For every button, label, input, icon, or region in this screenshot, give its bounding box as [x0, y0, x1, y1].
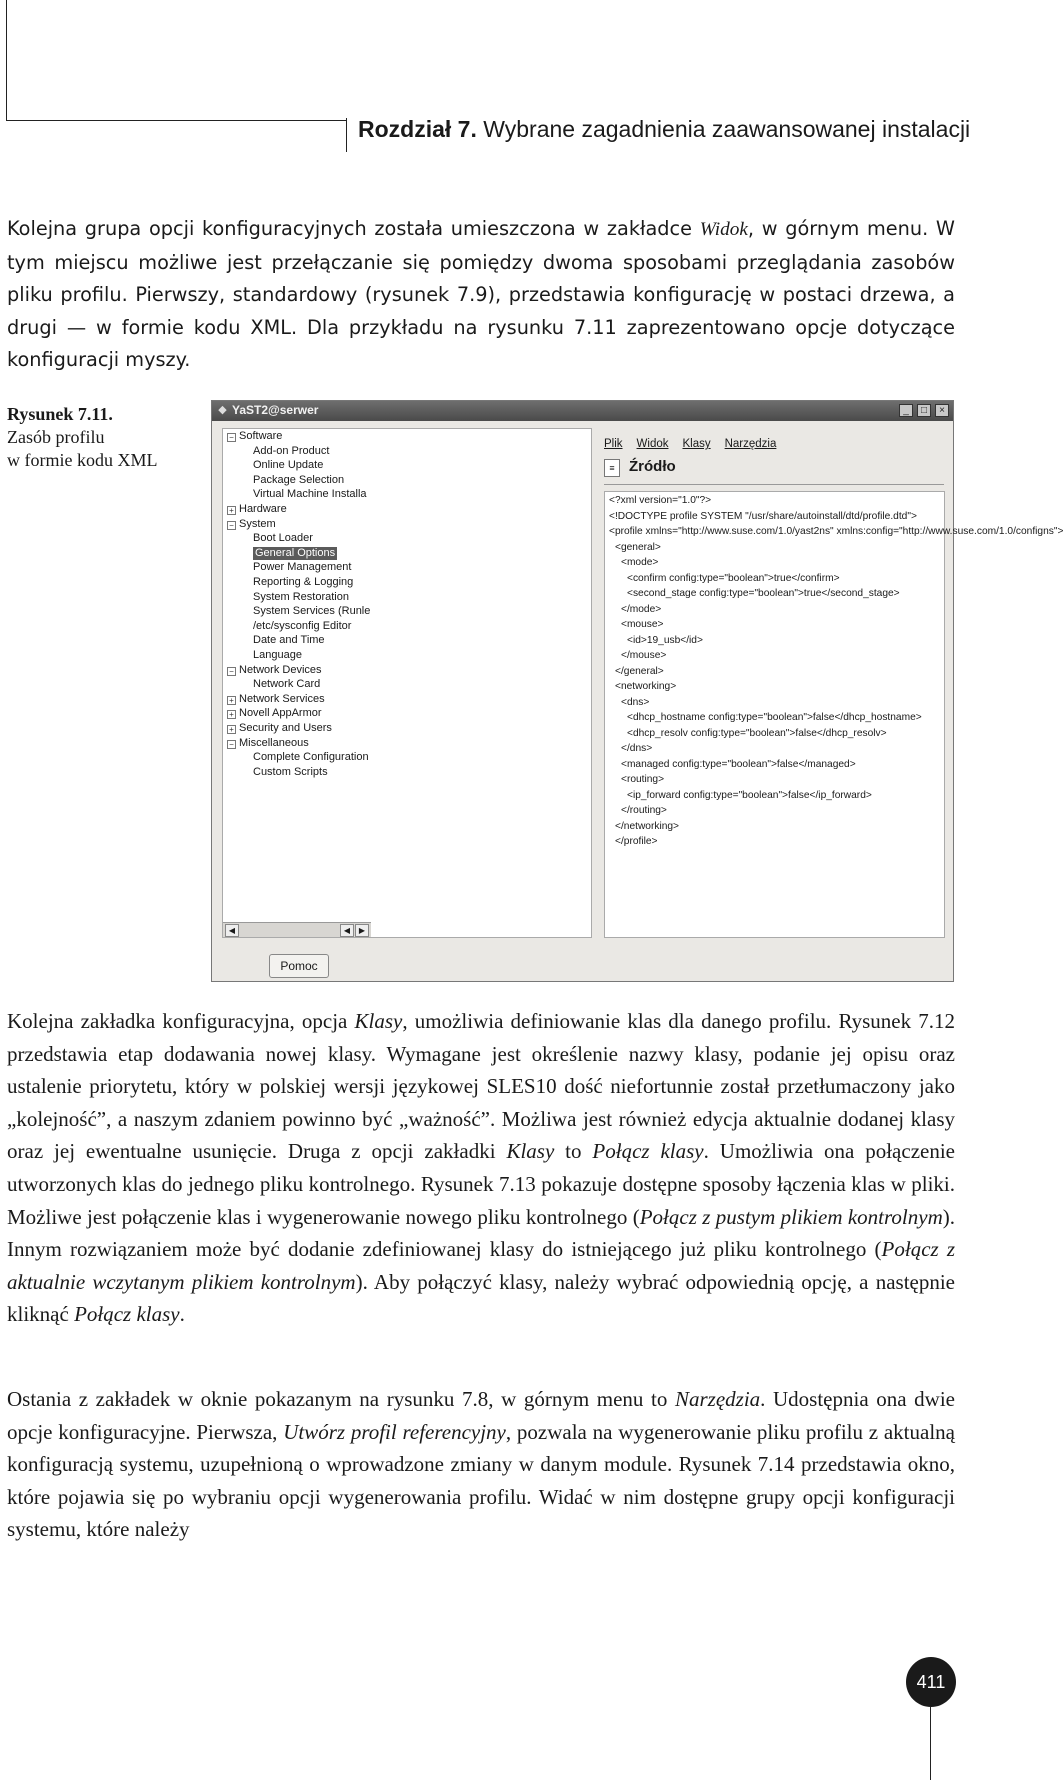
xml-line: </routing> [621, 805, 667, 816]
menu-bar [604, 434, 790, 448]
app-icon: ◆ [218, 404, 227, 416]
header-divider [346, 118, 347, 152]
figure-number: Rysunek 7.11. [7, 404, 113, 424]
tree-item[interactable]: Power Management [253, 561, 352, 574]
para3-text: , pozwala na wygenerowanie pliku profilu z aktualną konfiguracją systemu, uzupełnioną o wprowadzone zmiany w danym module. Rysunek 7.14 przedstawia okno, które pojawia się po wybraniu opcji wygenerowania profilu. Widać w nim dostępne grupy opcji konfiguracji systemu, które należy [7, 1419, 955, 1542]
page-number: 411 [906, 1657, 956, 1707]
para2-text: . Umożliwia ona połączenie utworzonych klas do jednego pliku kontrolnego. Rysunek 7.13 pokazuje dostępne sposoby łączenia klas w pliki. Możliwe jest połączenie klas i wygenerowanie nowego pliku kontrolnego ( [7, 1139, 956, 1229]
para2-text: ). Innym rozwiązaniem może być dodanie zdefiniowanej klasy do istniejącego już pliku kontrolnego ( [7, 1204, 955, 1262]
header-vertical-rule [6, 0, 7, 120]
collapse-icon[interactable]: − [227, 740, 236, 749]
tree-item[interactable]: Novell AppArmor [239, 707, 322, 720]
tree-item[interactable]: Network Services [239, 692, 325, 705]
menu-item[interactable]: Narzędzia [724, 438, 777, 450]
xml-line: <id>19_usb</id> [627, 634, 703, 646]
xml-line: <mouse> [621, 619, 664, 630]
collapse-icon[interactable]: − [227, 667, 236, 676]
xml-line: <managed config:type="boolean">false</managed> [621, 758, 856, 770]
expand-icon[interactable]: + [227, 725, 236, 734]
tree-item[interactable]: Language [253, 649, 302, 661]
paragraph-1 [7, 213, 955, 377]
xml-line: <dns> [621, 696, 650, 708]
para2-text: to [554, 1139, 593, 1164]
tree-item[interactable]: Network Card [253, 678, 321, 691]
tree-item[interactable]: Custom Scripts [253, 765, 328, 778]
xml-line: </mode> [621, 603, 662, 615]
header-horizontal-rule [6, 120, 346, 121]
tree-item[interactable]: System [239, 517, 276, 530]
tree-item[interactable]: System Services (Runle [253, 605, 371, 618]
para2-emphasis: Połącz klasy [74, 1302, 180, 1327]
xml-line: <mode> [621, 557, 659, 568]
xml-line: <second_stage config:type="boolean">true</second_stage> [627, 588, 900, 599]
xml-line: <dhcp_resolv config:type="boolean">false</dhcp_resolv> [627, 727, 887, 739]
xml-line: </networking> [615, 820, 679, 832]
xml-line: </profile> [615, 836, 658, 847]
tree-item[interactable]: Reporting & Logging [253, 576, 354, 588]
xml-line: <dhcp_hostname config:type="boolean">false</dhcp_hostname> [627, 712, 922, 723]
tree-item[interactable]: Online Update [253, 459, 324, 472]
figure-caption [7, 403, 207, 472]
tree-item[interactable]: Virtual Machine Installa [253, 488, 367, 501]
xml-line: <ip_forward config:type="boolean">false</ip_forward> [627, 789, 872, 801]
tree-item[interactable]: Add-on Product [253, 444, 330, 457]
para2-text: ). Aby połączyć klasy, należy wybrać odpowiednią opcję, a następnie kliknąć [7, 1269, 956, 1327]
tree-item[interactable]: Miscellaneous [239, 736, 309, 749]
para2-emphasis: Połącz z aktualnie wczytanym plikiem kontrolnym [7, 1237, 956, 1294]
tree-item[interactable]: /etc/sysconfig Editor [253, 619, 352, 632]
yast-window [211, 400, 1063, 982]
tree-item[interactable]: Package Selection [253, 473, 345, 486]
profile-tree[interactable] [222, 428, 592, 938]
chapter-title: Wybrane zagadnienia zaawansowanej instalacji [483, 116, 971, 142]
xml-line: <!DOCTYPE profile SYSTEM "/usr/share/autoinstall/dtd/profile.dtd"> [609, 510, 917, 522]
tree-item[interactable]: Complete Configuration [253, 751, 369, 764]
xml-line: </dns> [621, 743, 653, 754]
xml-line: <confirm config:type="boolean">true</confirm> [627, 572, 840, 584]
scroll-right-icon[interactable]: ▶ [355, 924, 369, 937]
xml-line: <general> [615, 541, 661, 553]
para1-text-a: Kolejna grupa opcji konfiguracyjnych została umieszczona w zakładce [7, 217, 700, 240]
menu-item[interactable]: Klasy [682, 438, 711, 450]
para3-emphasis: Narzędzia [674, 1387, 761, 1411]
xml-source-view[interactable] [604, 491, 1063, 938]
caption-line-2: w formie kodu XML [7, 450, 158, 470]
xml-line: </general> [615, 665, 664, 677]
xml-line: </mouse> [621, 650, 667, 661]
tree-item[interactable]: Boot Loader [253, 532, 313, 545]
xml-line: <networking> [615, 681, 677, 692]
tree-item[interactable]: System Restoration [253, 590, 349, 603]
maximize-icon[interactable]: □ [917, 404, 931, 417]
para2-emphasis: Klasy [506, 1139, 555, 1164]
para2-text: , umożliwia definiowanie klas dla danego profilu. Rysunek 7.12 przedstawia etap dodawania nowej klasy. Wymagane jest określenie nazwy klasy, podanie jej opisu oraz ustalenie priorytetu, który w polskiej wersji językowej SLES10 dość niefortunnie został przetłumaczony jako „kolejność”, a naszym zdaniem powinno być „ważność”. Możliwa jest również edycja aktualnie dodanej klasy oraz jej ewentualne usunięcie. Druga z opcji zakładki [7, 1009, 956, 1164]
running-header [358, 116, 970, 143]
caption-line-1: Zasób profilu [7, 427, 105, 447]
expand-icon[interactable]: + [227, 696, 236, 705]
para2-emphasis: Połącz klasy [592, 1139, 704, 1164]
source-title: Źródło [629, 458, 676, 475]
source-header [604, 456, 944, 486]
document-icon: ≡ [604, 459, 620, 477]
window-title: YaST2@serwer [232, 403, 319, 417]
scroll-left-icon[interactable]: ◀ [225, 924, 239, 937]
para3-text: Ostania z zakładek w oknie pokazanym na rysunku 7.8, w górnym menu to [7, 1387, 675, 1411]
tree-item[interactable]: General Options [255, 546, 336, 559]
close-icon[interactable]: × [935, 404, 949, 417]
para1-text-b: , w górnym menu. W tym miejscu możliwe jest przełączanie się pomiędzy dwoma sposobami przeglądania zasobów pliku profilu. Pierwszy, standardowy (rysunek 7.9), przedstawia konfigurację w postaci drzewa, a drugi — w formie kodu XML. Dla przykładu na rysunku 7.11 zaprezentowano opcje dotyczące konfiguracji myszy. [7, 217, 955, 372]
window-titlebar[interactable] [212, 401, 953, 421]
paragraph-2 [7, 1005, 955, 1331]
chapter-label: Rozdział 7. [358, 116, 477, 142]
tree-item[interactable]: Network Devices [239, 663, 322, 676]
para1-emphasis: Widok [699, 219, 748, 240]
tree-item[interactable]: Date and Time [253, 634, 325, 647]
expand-icon[interactable]: + [227, 710, 236, 719]
para2-emphasis: Połącz z pustym plikiem kontrolnym [639, 1204, 943, 1229]
para3-emphasis: Utwórz profil referencyjny [283, 1419, 506, 1444]
para2-text: Kolejna zakładka konfiguracyjna, opcja [7, 1009, 355, 1033]
menu-item[interactable]: Widok [636, 438, 669, 450]
xml-line: <?xml version="1.0"?> [609, 495, 712, 506]
source-separator [604, 484, 944, 485]
help-button[interactable]: Pomoc [269, 954, 329, 978]
tree-item[interactable]: Security and Users [239, 722, 332, 734]
xml-line: <profile xmlns="http://www.suse.com/1.0/yast2ns" xmlns:config="http://www.suse.com/1.0/configns"> [609, 526, 1063, 537]
menu-item[interactable]: Plik [604, 438, 623, 450]
scroll-left-icon-2[interactable]: ◀ [340, 924, 354, 937]
minimize-icon[interactable]: _ [899, 404, 913, 417]
para3-text: . Udostępnia ona dwie opcje konfiguracyjne. Pierwsza, [7, 1387, 955, 1444]
collapse-icon[interactable]: − [227, 433, 236, 442]
paragraph-3 [7, 1383, 955, 1546]
para2-emphasis: Klasy [354, 1009, 403, 1033]
tree-item[interactable]: Hardware [239, 503, 287, 515]
xml-line: <routing> [621, 774, 665, 785]
collapse-icon[interactable]: − [227, 521, 236, 530]
tree-item[interactable]: Software [239, 430, 283, 442]
para2-text: . [179, 1302, 185, 1327]
footer-vertical-rule [930, 1707, 931, 1780]
tree-horizontal-scrollbar[interactable] [223, 922, 371, 937]
expand-icon[interactable]: + [227, 506, 236, 515]
